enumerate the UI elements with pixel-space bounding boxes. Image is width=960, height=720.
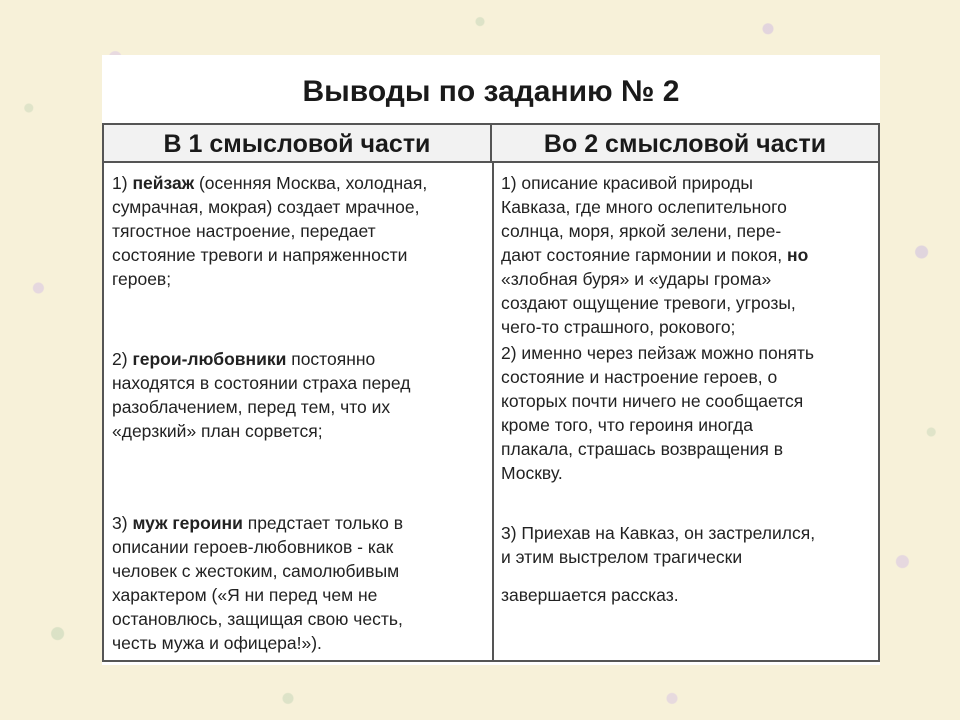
- header-part-2: Во 2 смысловой части: [492, 125, 878, 163]
- right-point-1-text-6: создают ощущение тревоги, угрозы,: [501, 293, 796, 313]
- right-point-3: [501, 521, 873, 607]
- left-point-2: [112, 347, 484, 443]
- right-point-2-text-4: кроме того, что героиня иногда: [501, 415, 753, 435]
- right-point-1-conjunction: но: [782, 245, 809, 265]
- left-point-1-text-4: состояние тревоги и напряженности: [112, 245, 408, 265]
- right-point-3-text-1: 3) Приехав на Кавказ, он застрелился,: [501, 523, 816, 543]
- left-point-1-text-3: тягостное настроение, передает: [112, 221, 376, 241]
- left-point-3-text-6: честь мужа и офицера!»).: [112, 633, 322, 653]
- conclusions-table: [102, 123, 880, 662]
- left-point-2-text-1: постоянно: [286, 349, 376, 369]
- right-point-1-text-5: «злобная буря» и «удары грома»: [501, 269, 772, 289]
- left-point-3-text-4: характером («Я ни перед чем не: [112, 585, 378, 605]
- right-point-2-text-3: которых почти ничего не сообщается: [501, 391, 804, 411]
- left-point-3-line-1: [112, 511, 484, 535]
- right-point-1-line-4: [501, 243, 873, 267]
- left-point-3: [112, 511, 484, 655]
- right-point-1-text-2: Кавказа, где много ослепительного: [501, 197, 787, 217]
- left-point-2-text-2: находятся в состоянии страха перед: [112, 373, 411, 393]
- left-point-2-text-4: «дерзкий» план сорвется;: [112, 421, 323, 441]
- left-point-1-number: 1): [112, 173, 133, 193]
- left-point-1-term: пейзаж: [132, 173, 195, 193]
- left-point-1-text-5: героев;: [112, 269, 172, 289]
- right-point-1-text-7: чего-то страшного, рокового;: [501, 317, 736, 337]
- right-point-2-text-5: плакала, страшась возвращения в: [501, 439, 784, 459]
- right-point-1: [501, 171, 873, 339]
- slide-card: [102, 55, 880, 665]
- left-point-2-line-1: [112, 347, 484, 371]
- right-point-1-text-3: солнца, моря, яркой зелени, пере-: [501, 221, 782, 241]
- header-part-1: В 1 смысловой части: [104, 125, 492, 163]
- right-point-2-text-6: Москву.: [501, 463, 563, 483]
- left-point-2-number: 2): [112, 349, 133, 369]
- right-point-2-text-2: состояние и настроение героев, о: [501, 367, 778, 387]
- right-point-1-text-4: дают состояние гармонии и покоя,: [501, 245, 783, 265]
- left-point-3-number: 3): [112, 513, 133, 533]
- left-point-3-text-2: описании героев-любовников - как: [112, 537, 394, 557]
- left-point-3-text-1: предстает только в: [242, 513, 404, 533]
- left-point-3-text-5: остановлюсь, защищая свою честь,: [112, 609, 403, 629]
- column-divider: [492, 163, 494, 660]
- right-point-1-text-1: 1) описание красивой природы: [501, 173, 753, 193]
- left-point-1-text-1: (осенняя Москва, холодная,: [194, 173, 428, 193]
- left-point-1-text-2: сумрачная, мокрая) создает мрачное,: [112, 197, 420, 217]
- slide-title: Выводы по заданию № 2: [302, 75, 680, 108]
- right-point-2-text-1: 2) именно через пейзаж можно понять: [501, 343, 815, 363]
- left-point-2-text-3: разоблачением, перед тем, что их: [112, 397, 391, 417]
- left-point-3-term: муж героини: [132, 513, 243, 533]
- right-point-3-text-2: и этим выстрелом трагически: [501, 547, 743, 567]
- right-point-2: [501, 341, 873, 485]
- left-point-3-text-3: человек с жестоким, самолюбивым: [112, 561, 400, 581]
- left-point-2-term: герои-любовники: [132, 349, 287, 369]
- left-point-1: [112, 171, 484, 291]
- right-point-3-text-3: завершается рассказ.: [501, 585, 679, 605]
- left-point-1-line-1: [112, 171, 484, 195]
